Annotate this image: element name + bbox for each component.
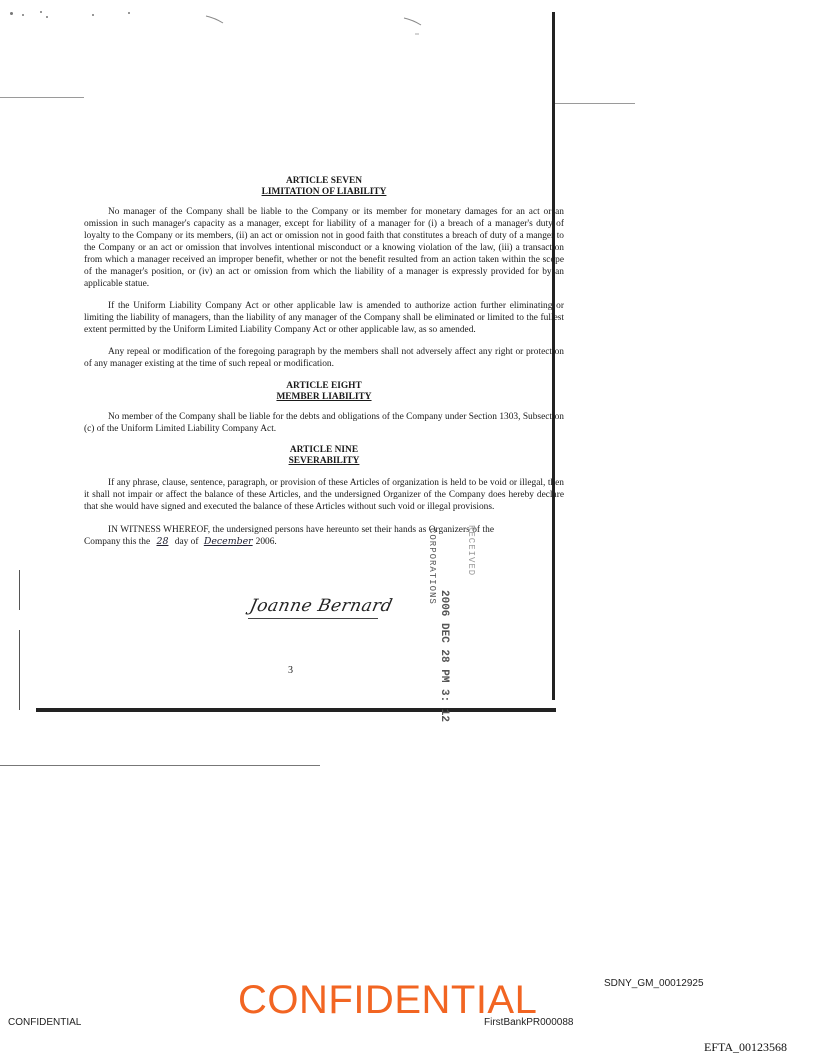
scan-speck — [128, 12, 130, 14]
scan-speck — [10, 12, 13, 15]
witness-text: IN WITNESS WHEREOF, the undersigned persons have hereunto set their hands as Organizers of the Company this the — [84, 525, 494, 547]
article-title: ARTICLE EIGHT — [286, 381, 362, 391]
signature: Joanne Bernard — [247, 596, 395, 616]
bates-number-bottom: FirstBankPR000088 — [484, 1017, 574, 1028]
scan-mark — [403, 16, 423, 36]
witness-day-of: day of — [174, 537, 199, 547]
article-eight-heading — [84, 381, 564, 403]
left-edge-mark — [19, 630, 20, 710]
witness-day: 28 — [156, 536, 169, 547]
scan-line-top-left — [0, 97, 84, 98]
received-stamp-label: RECEIVED — [466, 525, 476, 577]
article-subtitle: MEMBER LIABILITY — [276, 392, 372, 402]
scan-speck — [40, 11, 42, 13]
witness-paragraph — [84, 524, 564, 548]
paragraph: No member of the Company shall be liable for the debts and obligations of the Company under Section 1303, Subsection (c) of the Uniform Limited Liability Company Act. — [84, 412, 564, 434]
article-subtitle: SEVERABILITY — [288, 456, 360, 466]
witness-month: December — [203, 536, 253, 547]
received-stamp-office: CORPORATIONS — [427, 528, 437, 605]
article-seven-heading — [84, 176, 564, 198]
paragraph: If the Uniform Liability Company Act or other applicable law is amended to authorize action further eliminating or limiting the liability of managers, than the liability of any manager of the Company shall be eliminated or limited to the fullest extent permitted by the Uniform Limited Liability Company Act or other applicable law, as so amended. — [84, 301, 564, 335]
scan-line-top-right — [555, 103, 635, 104]
received-stamp-date: 2006 DEC 28 PM 3: 12 — [438, 590, 450, 723]
document-body — [84, 176, 564, 548]
page-edge-bottom — [36, 708, 556, 712]
confidential-watermark: CONFIDENTIAL — [238, 978, 538, 1022]
left-edge-mark — [19, 570, 20, 610]
confidential-label: CONFIDENTIAL — [8, 1017, 82, 1028]
witness-year: 2006. — [255, 537, 277, 547]
article-title: ARTICLE SEVEN — [286, 176, 362, 186]
scan-mark — [205, 14, 225, 24]
efta-number: EFTA_00123568 — [704, 1040, 788, 1054]
page-number: 3 — [288, 665, 293, 676]
bates-number-top: SDNY_GM_00012925 — [604, 978, 704, 989]
article-nine-heading — [84, 445, 564, 467]
paragraph: If any phrase, clause, sentence, paragraph, or provision of these Articles of organization is held to be void or illegal, then it shall not impair or affect the balance of these Articles, and the undersigned Organizer of the Company does hereby declare that she would have signed and executed the balance of these Articles without such void or illegal provisions. — [84, 478, 564, 512]
scan-speck — [46, 16, 48, 18]
scan-speck — [22, 14, 24, 16]
paragraph: Any repeal or modification of the foregoing paragraph by the members shall not adversely affect any right or protection of any manager existing at the time of such repeal or modification. — [84, 347, 564, 369]
article-title: ARTICLE NINE — [289, 445, 359, 455]
paragraph: No manager of the Company shall be liable to the Company or its member for monetary damages for an act or an omission in such manager's capacity as a manager, except for liability of a manager for (i) a breach of a manager's duty of loyalty to the Company or its members, (ii) an act or omission not in good faith that constitutes a breach of duty of a manger to the Company or an act or omission that involves intentional misconduct or a knowing violation of the law, (iii) a transaction from which a manager received an improper benefit, whether or not the benefit resulted from an action taken within the scope of the manager's position, or (iv) an act or omission from which the liability of a manager is expressly provided for by an applicable statue. — [84, 207, 564, 289]
signature-line — [248, 618, 378, 619]
scan-speck — [92, 14, 94, 16]
article-subtitle: LIMITATION OF LIABILITY — [261, 187, 387, 197]
scan-line-lower — [0, 765, 320, 766]
